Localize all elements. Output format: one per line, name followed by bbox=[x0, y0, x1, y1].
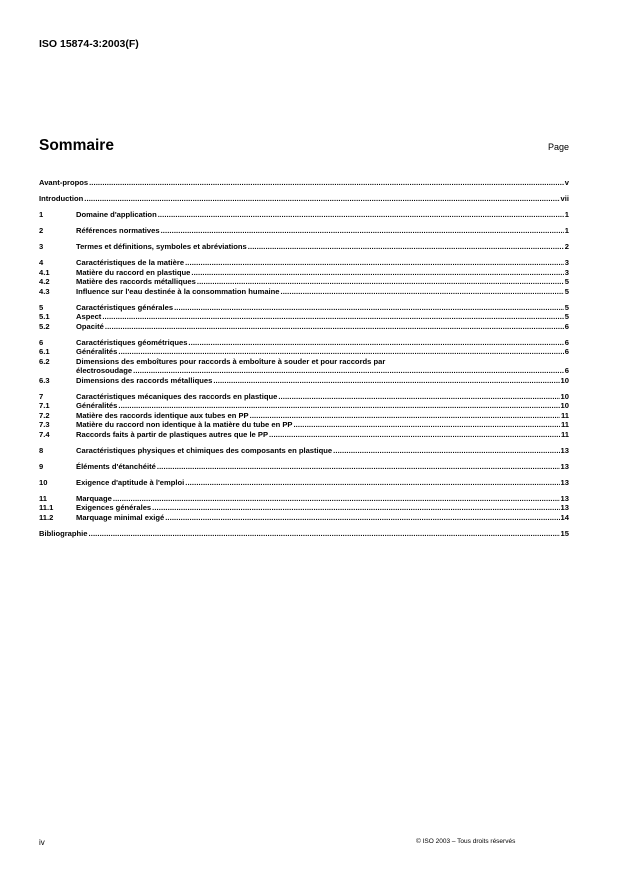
toc-entry-number: 7.3 bbox=[39, 420, 50, 429]
toc-entry[interactable] bbox=[39, 430, 569, 440]
toc-entry-number: 11.2 bbox=[39, 512, 54, 522]
toc-entry-number: 11.1 bbox=[39, 503, 54, 512]
toc-entry-page: vii bbox=[560, 194, 569, 203]
dot-leader bbox=[133, 366, 564, 376]
toc-entry-page: 13 bbox=[560, 493, 569, 503]
page-column-label: Page bbox=[547, 142, 569, 152]
document-id: ISO 15874-3:2003(F) bbox=[39, 38, 139, 50]
toc-entry-number: 11 bbox=[39, 493, 48, 503]
toc-entry-title: Raccords faits à partir de plastiques autres que le PP bbox=[76, 429, 269, 439]
toc-entry-title-continued: électrosoudage bbox=[76, 366, 133, 375]
toc-entry-number: 5.1 bbox=[39, 312, 50, 321]
toc-entry-title: Dimensions des raccords métalliques bbox=[76, 375, 213, 385]
toc-entry-page: 5 bbox=[564, 312, 569, 321]
toc-entry[interactable] bbox=[39, 494, 569, 504]
toc-entry-number: 3 bbox=[39, 242, 44, 251]
toc-entry[interactable] bbox=[39, 446, 569, 456]
toc-entry-page: 3 bbox=[564, 258, 569, 267]
toc-entry-title: Matière du raccord non identique à la matière du tube en PP bbox=[76, 420, 293, 429]
toc-entry[interactable] bbox=[39, 312, 569, 322]
dot-leader bbox=[89, 178, 564, 188]
dot-leader bbox=[278, 392, 559, 402]
toc-entry[interactable] bbox=[39, 347, 569, 357]
toc-entry-number: 10 bbox=[39, 477, 48, 487]
dot-leader bbox=[118, 347, 563, 357]
dot-leader bbox=[281, 287, 564, 297]
toc-entry-page: 11 bbox=[560, 420, 569, 429]
footer-copyright: © ISO 2003 – Tous droits réservés bbox=[416, 838, 516, 845]
toc-entry-number: 6.1 bbox=[39, 347, 50, 356]
toc-entry[interactable] bbox=[39, 277, 569, 287]
toc-entry-page: 6 bbox=[564, 321, 569, 331]
toc-entry-title: Matière des raccords métalliques bbox=[76, 277, 196, 286]
toc-entry-page: 13 bbox=[560, 503, 569, 512]
toc-entry-title: Influence sur l'eau destinée à la consommation humaine bbox=[76, 286, 280, 296]
toc-entry-title: Domaine d'application bbox=[76, 210, 157, 219]
toc-entry-page: 10 bbox=[560, 401, 569, 410]
toc-entry-title: Dimensions des emboîtures pour raccords à emboîture à souder et pour raccords par bbox=[76, 356, 386, 366]
dot-leader bbox=[213, 376, 559, 386]
dot-leader bbox=[152, 503, 559, 513]
dot-leader bbox=[333, 446, 559, 456]
toc-entry-page: 10 bbox=[560, 391, 569, 401]
toc-entry[interactable] bbox=[39, 268, 569, 278]
dot-leader bbox=[188, 338, 563, 348]
toc-entry-page: v bbox=[564, 178, 569, 187]
dot-leader bbox=[113, 494, 560, 504]
toc-entry-number: 6.2 bbox=[39, 356, 50, 366]
dot-leader bbox=[89, 529, 560, 539]
toc-entry-title: Matière des raccords identique aux tubes en PP bbox=[76, 410, 249, 420]
toc-entry[interactable] bbox=[39, 226, 569, 236]
dot-leader bbox=[84, 194, 559, 204]
toc-entry-number: 7.4 bbox=[39, 429, 50, 439]
toc-entry-page: 1 bbox=[564, 210, 569, 219]
toc-entry-title: Avant-propos bbox=[39, 178, 89, 187]
toc-entry[interactable] bbox=[39, 529, 569, 539]
toc-entry-page: 6 bbox=[564, 347, 569, 356]
toc-entry-title: Marquage minimal exigé bbox=[76, 512, 165, 522]
toc-entry[interactable] bbox=[39, 462, 569, 472]
toc-entry-page: 6 bbox=[564, 337, 569, 347]
toc-entry-title: Matière du raccord en plastique bbox=[76, 267, 191, 277]
toc-entry-title: Exigence d'aptitude à l'emploi bbox=[76, 477, 185, 487]
toc-entry-page: 10 bbox=[560, 375, 569, 385]
toc-entry[interactable] bbox=[39, 210, 569, 220]
toc-entry[interactable] bbox=[39, 178, 569, 188]
toc-entry-number: 5 bbox=[39, 302, 44, 312]
toc-entry-title: Éléments d'étanchéité bbox=[76, 461, 156, 471]
toc-entry-title: Marquage bbox=[76, 493, 112, 503]
toc-entry-page: 13 bbox=[560, 445, 569, 455]
toc-entry-number: 4.1 bbox=[39, 267, 50, 277]
toc-entry[interactable] bbox=[39, 392, 569, 402]
toc-entry-title: Caractéristiques géométriques bbox=[76, 337, 188, 347]
toc-entry-title: Références normatives bbox=[76, 226, 160, 235]
dot-leader bbox=[269, 430, 560, 440]
dot-leader bbox=[165, 513, 559, 523]
toc-entry-page: 5 bbox=[564, 277, 569, 286]
dot-leader bbox=[157, 462, 560, 472]
toc-entry-title: Termes et définitions, symboles et abréviations bbox=[76, 242, 247, 251]
toc-entry-title: Caractéristiques physiques et chimiques des composants en plastique bbox=[76, 445, 333, 455]
toc-entry-title: Aspect bbox=[76, 312, 102, 321]
toc-entry-page: 15 bbox=[560, 528, 569, 538]
toc-entry-page: 3 bbox=[564, 267, 569, 277]
toc-entry-page: 2 bbox=[564, 242, 569, 251]
dot-leader bbox=[102, 312, 563, 322]
toc-entry-number: 6 bbox=[39, 337, 44, 347]
dot-leader bbox=[197, 277, 564, 287]
toc-entry[interactable] bbox=[39, 194, 569, 204]
table-of-contents bbox=[39, 178, 569, 538]
toc-entry-title: Généralités bbox=[76, 347, 118, 356]
dot-leader bbox=[161, 226, 564, 236]
toc-entry[interactable] bbox=[39, 357, 569, 376]
toc-entry-title: Caractéristiques de la matière bbox=[76, 258, 185, 267]
toc-entry-number: 7.1 bbox=[39, 401, 50, 410]
toc-entry[interactable] bbox=[39, 478, 569, 488]
toc-entry-page: 13 bbox=[560, 477, 569, 487]
dot-leader bbox=[185, 258, 564, 268]
toc-entry[interactable] bbox=[39, 503, 569, 513]
toc-entry-number: 9 bbox=[39, 461, 44, 471]
toc-entry-title: Introduction bbox=[39, 194, 84, 203]
toc-entry[interactable] bbox=[39, 411, 569, 421]
toc-entry-number: 7 bbox=[39, 391, 44, 401]
toc-entry-number: 4.3 bbox=[39, 286, 50, 296]
toc-entry[interactable] bbox=[39, 376, 569, 386]
toc-entry-number: 7.2 bbox=[39, 410, 50, 420]
toc-entry-title: Caractéristiques mécaniques des raccords en plastique bbox=[76, 391, 278, 401]
dot-leader bbox=[191, 268, 563, 278]
dot-leader bbox=[158, 210, 564, 220]
toc-entry-number: 6.3 bbox=[39, 375, 50, 385]
toc-entry[interactable] bbox=[39, 258, 569, 268]
toc-entry-number: 2 bbox=[39, 226, 44, 235]
toc-entry-number: 5.2 bbox=[39, 321, 50, 331]
toc-entry-page: 14 bbox=[560, 512, 569, 522]
toc-entry-page: 11 bbox=[560, 410, 569, 420]
toc-entry-number: 8 bbox=[39, 445, 44, 455]
toc-entry-number: 1 bbox=[39, 210, 44, 219]
toc-entry-number: 4 bbox=[39, 258, 44, 267]
dot-leader bbox=[185, 478, 559, 488]
toc-entry[interactable] bbox=[39, 242, 569, 252]
toc-entry-title: Généralités bbox=[76, 401, 118, 410]
toc-entry[interactable] bbox=[39, 401, 569, 411]
toc-entry-page: 11 bbox=[560, 429, 569, 439]
toc-entry-title: Bibliographie bbox=[39, 528, 88, 538]
toc-entry[interactable] bbox=[39, 303, 569, 313]
dot-leader bbox=[293, 420, 560, 430]
dot-leader bbox=[248, 242, 564, 252]
toc-entry-page: 5 bbox=[564, 302, 569, 312]
toc-entry[interactable] bbox=[39, 287, 569, 297]
toc-entry-title: Opacité bbox=[76, 321, 104, 331]
toc-entry-page: 5 bbox=[564, 286, 569, 296]
toc-entry[interactable] bbox=[39, 513, 569, 523]
toc-entry-page: 1 bbox=[564, 226, 569, 235]
toc-entry-page: 6 bbox=[564, 366, 569, 375]
dot-leader bbox=[105, 322, 564, 332]
footer-page-number: iv bbox=[39, 838, 45, 847]
toc-entry-page: 13 bbox=[560, 461, 569, 471]
page-title: Sommaire bbox=[39, 137, 114, 154]
toc-entry-title: Caractéristiques générales bbox=[76, 302, 174, 312]
toc-entry-title: Exigences générales bbox=[76, 503, 152, 512]
toc-entry[interactable] bbox=[39, 322, 569, 332]
dot-leader bbox=[174, 303, 564, 313]
toc-entry[interactable] bbox=[39, 420, 569, 430]
dot-leader bbox=[250, 411, 560, 421]
toc-entry[interactable] bbox=[39, 338, 569, 348]
dot-leader bbox=[118, 401, 559, 411]
toc-entry-number: 4.2 bbox=[39, 277, 50, 286]
